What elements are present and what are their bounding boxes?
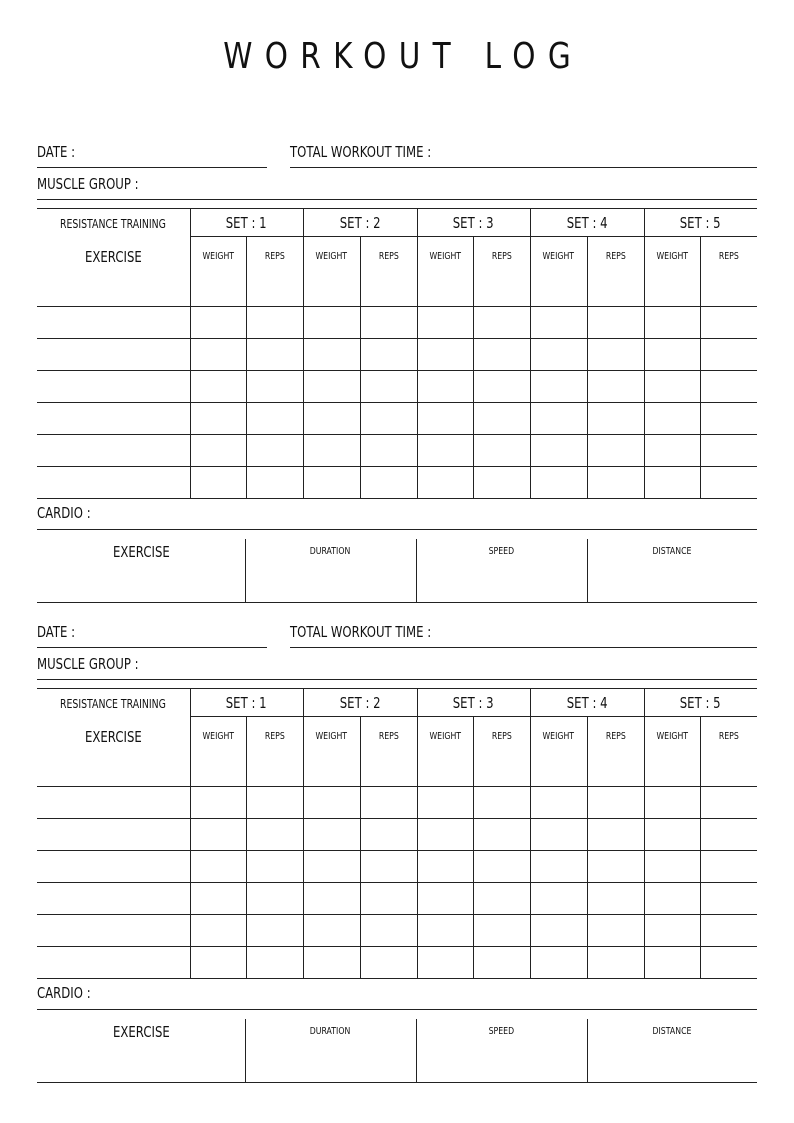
table-row[interactable]: [37, 786, 757, 787]
cardio-exercise-header: EXERCISE: [112, 1023, 170, 1041]
reps-header: REPS: [264, 731, 285, 742]
cardio-label: CARDIO :: [37, 504, 91, 522]
reps-header: REPS: [605, 251, 626, 262]
duration-header: DURATION: [310, 546, 351, 557]
set-1-header: SET : 1: [226, 694, 267, 712]
set-3-header: SET : 3: [453, 214, 494, 232]
cardio-row[interactable]: [37, 602, 757, 603]
weight-header: WEIGHT: [315, 731, 348, 742]
reps-header: REPS: [378, 731, 399, 742]
weight-header: WEIGHT: [315, 251, 348, 262]
resistance-training-label: RESISTANCE TRAINING: [60, 697, 166, 711]
reps-header: REPS: [718, 251, 739, 262]
reps-header: REPS: [491, 731, 512, 742]
table-row[interactable]: [37, 946, 757, 947]
table-row[interactable]: [37, 466, 757, 467]
weight-header: WEIGHT: [542, 251, 575, 262]
speed-header: SPEED: [488, 546, 515, 557]
cardio-row[interactable]: [37, 1082, 757, 1083]
muscle-group-label: MUSCLE GROUP :: [37, 175, 139, 193]
exercise-header: EXERCISE: [85, 248, 142, 266]
table-row[interactable]: [37, 338, 757, 339]
reps-header: REPS: [378, 251, 399, 262]
table-row[interactable]: [37, 850, 757, 851]
cardio-exercise-header: EXERCISE: [112, 543, 170, 561]
date-label: DATE :: [37, 623, 76, 641]
workout-entry-2: [0, 620, 794, 1100]
set-2-header: SET : 2: [339, 694, 381, 712]
resistance-table: [0, 620, 794, 980]
reps-header: REPS: [264, 251, 285, 262]
cardio-table: [0, 520, 794, 620]
set-4-header: SET : 4: [566, 214, 608, 232]
weight-header: WEIGHT: [202, 731, 234, 742]
set-1-header: SET : 1: [226, 214, 267, 232]
workout-entry-1: [0, 140, 794, 620]
total-time-label: TOTAL WORKOUT TIME :: [290, 623, 432, 641]
speed-header: SPEED: [488, 1026, 515, 1037]
table-row[interactable]: [37, 882, 757, 883]
reps-header: REPS: [491, 251, 512, 262]
weight-header: WEIGHT: [542, 731, 575, 742]
set-5-header: SET : 5: [680, 694, 721, 712]
table-row[interactable]: [37, 434, 757, 435]
weight-header: WEIGHT: [656, 731, 688, 742]
exercise-header: EXERCISE: [85, 728, 142, 746]
table-row[interactable]: [37, 818, 757, 819]
cardio-table: [0, 1000, 794, 1100]
distance-header: DISTANCE: [652, 1026, 692, 1037]
resistance-table: [0, 140, 794, 500]
distance-header: DISTANCE: [652, 546, 692, 557]
table-row[interactable]: [37, 306, 757, 307]
resistance-training-label: RESISTANCE TRAINING: [60, 217, 166, 231]
total-time-label: TOTAL WORKOUT TIME :: [290, 143, 432, 161]
table-row[interactable]: [37, 914, 757, 915]
weight-header: WEIGHT: [656, 251, 688, 262]
muscle-group-label: MUSCLE GROUP :: [37, 655, 139, 673]
weight-header: WEIGHT: [429, 251, 461, 262]
weight-header: WEIGHT: [429, 731, 461, 742]
page-title: WORKOUT LOG: [223, 36, 584, 77]
set-2-header: SET : 2: [339, 214, 381, 232]
date-label: DATE :: [37, 143, 76, 161]
table-row[interactable]: [37, 370, 757, 371]
reps-header: REPS: [718, 731, 739, 742]
table-row[interactable]: [37, 402, 757, 403]
cardio-label: CARDIO :: [37, 984, 91, 1002]
reps-header: REPS: [605, 731, 626, 742]
set-3-header: SET : 3: [453, 694, 494, 712]
weight-header: WEIGHT: [202, 251, 234, 262]
set-5-header: SET : 5: [680, 214, 721, 232]
set-4-header: SET : 4: [566, 694, 608, 712]
duration-header: DURATION: [310, 1026, 351, 1037]
